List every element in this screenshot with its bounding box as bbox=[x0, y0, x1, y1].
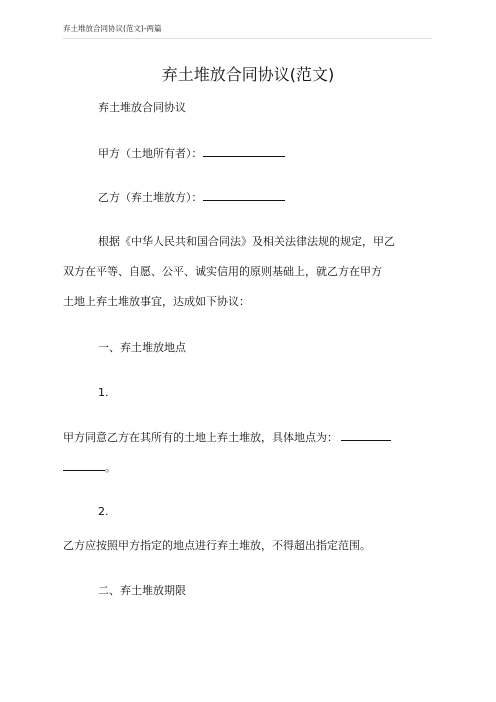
item-2-number: 2. bbox=[98, 505, 109, 518]
party-b-line bbox=[98, 189, 285, 206]
section-1-heading: 一、弃土堆放地点 bbox=[98, 341, 186, 354]
party-b-label: 乙方（弃土堆放方）： bbox=[98, 191, 203, 204]
intro-paragraph-line-3: 土地上弃土堆放事宜，达成如下协议： bbox=[63, 295, 250, 308]
section-2-heading: 二、弃土堆放期限 bbox=[98, 584, 186, 597]
item-2-text: 乙方应按照甲方指定的地点进行弃土堆放，不得超出指定范围。 bbox=[63, 539, 371, 552]
running-header: 弃土堆放合同协议(范文)-两篇 bbox=[63, 24, 162, 33]
item-1-line bbox=[63, 429, 391, 446]
item-1-end: 。 bbox=[105, 461, 116, 474]
item-1-blank bbox=[341, 429, 391, 441]
party-a-line bbox=[98, 145, 285, 162]
party-a-blank bbox=[203, 145, 285, 157]
item-1-blank-continued bbox=[63, 459, 105, 471]
item-1-number: 1. bbox=[98, 386, 109, 399]
document-title: 弃土堆放合同协议(范文) bbox=[161, 65, 335, 84]
header-divider bbox=[63, 38, 432, 39]
intro-paragraph-line-1: 根据《中华人民共和国合同法》及相关法律法规的规定，甲乙 bbox=[98, 235, 395, 248]
document-subtitle: 弃土堆放合同协议 bbox=[98, 101, 186, 114]
party-a-label: 甲方（土地所有者）： bbox=[98, 147, 203, 160]
intro-paragraph-line-2: 双方在平等、自愿、公平、诚实信用的原则基础上，就乙方在甲方 bbox=[63, 265, 382, 278]
party-b-blank bbox=[203, 189, 285, 201]
item-1-line-continued bbox=[63, 459, 116, 476]
item-1-text: 甲方同意乙方在其所有的土地上弃土堆放，具体地点为： bbox=[63, 431, 338, 444]
